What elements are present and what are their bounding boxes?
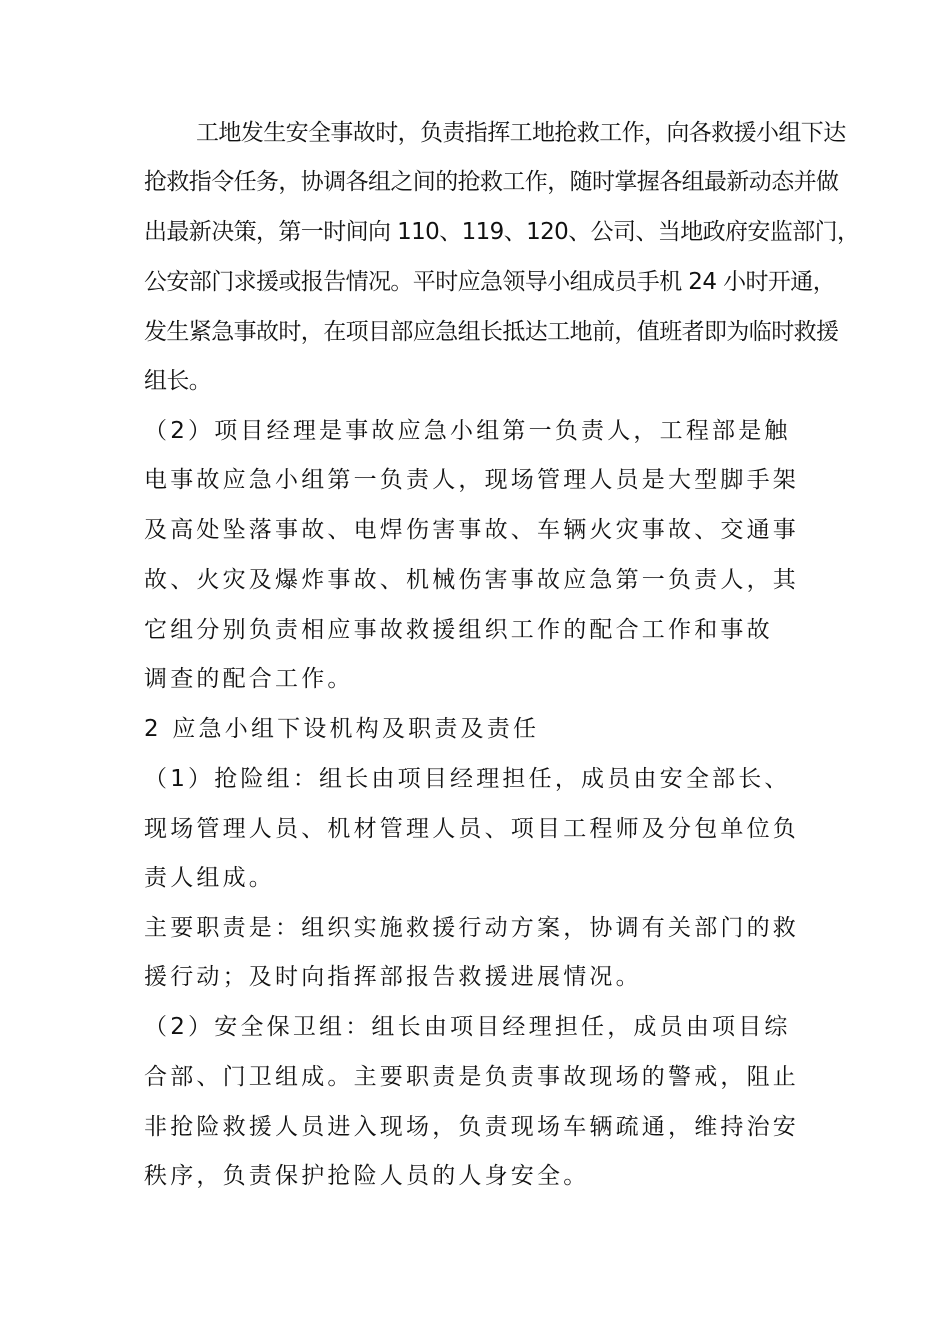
text-line: （2）项目经理是事故应急小组第一负责人，工程部是触 bbox=[144, 418, 791, 444]
text-line: 组长。 bbox=[144, 368, 212, 394]
text-line: 公安部门求援或报告情况。平时应急领导小组成员手机 24 小时开通， bbox=[144, 269, 836, 295]
text-line: 非抢险救援人员进入现场，负责现场车辆疏通，维持治安 bbox=[144, 1114, 799, 1140]
text-line: 秩序，负责保护抢险人员的人身安全。 bbox=[144, 1163, 590, 1189]
text-line: 抢救指令任务，协调各组之间的抢救工作，随时掌握各组最新动态并做 bbox=[144, 169, 839, 195]
text-line: 电事故应急小组第一负责人，现场管理人员是大型脚手架 bbox=[144, 467, 799, 493]
text-line: 调查的配合工作。 bbox=[144, 666, 354, 692]
text-line: 主要职责是：组织实施救援行动方案，协调有关部门的救 bbox=[144, 915, 799, 941]
text-line: 故、火灾及爆炸事故、机械伤害事故应急第一负责人，其 bbox=[144, 567, 799, 593]
text-line: 工地发生安全事故时，负责指挥工地抢救工作，向各救援小组下达 bbox=[196, 120, 846, 146]
section-heading: 2 应急小组下设机构及职责及责任 bbox=[144, 716, 540, 742]
text-line: 发生紧急事故时，在项目部应急组长抵达工地前，值班者即为临时救援 bbox=[144, 319, 839, 345]
text-line: 责人组成。 bbox=[144, 865, 275, 891]
text-line: （2）安全保卫组：组长由项目经理担任，成员由项目综 bbox=[144, 1014, 791, 1040]
text-line: 出最新决策，第一时间向 110、119、120、公司、当地政府安监部门， bbox=[144, 219, 860, 245]
text-line: 现场管理人员、机材管理人员、项目工程师及分包单位负 bbox=[144, 816, 799, 842]
text-line: （1）抢险组：组长由项目经理担任，成员由安全部长、 bbox=[144, 766, 791, 792]
text-line: 合部、门卫组成。主要职责是负责事故现场的警戒，阻止 bbox=[144, 1064, 799, 1090]
text-line: 它组分别负责相应事故救援组织工作的配合工作和事故 bbox=[144, 617, 773, 643]
text-line: 援行动；及时向指挥部报告救援进展情况。 bbox=[144, 964, 642, 990]
text-line: 及高处坠落事故、电焊伤害事故、车辆火灾事故、交通事 bbox=[144, 517, 799, 543]
